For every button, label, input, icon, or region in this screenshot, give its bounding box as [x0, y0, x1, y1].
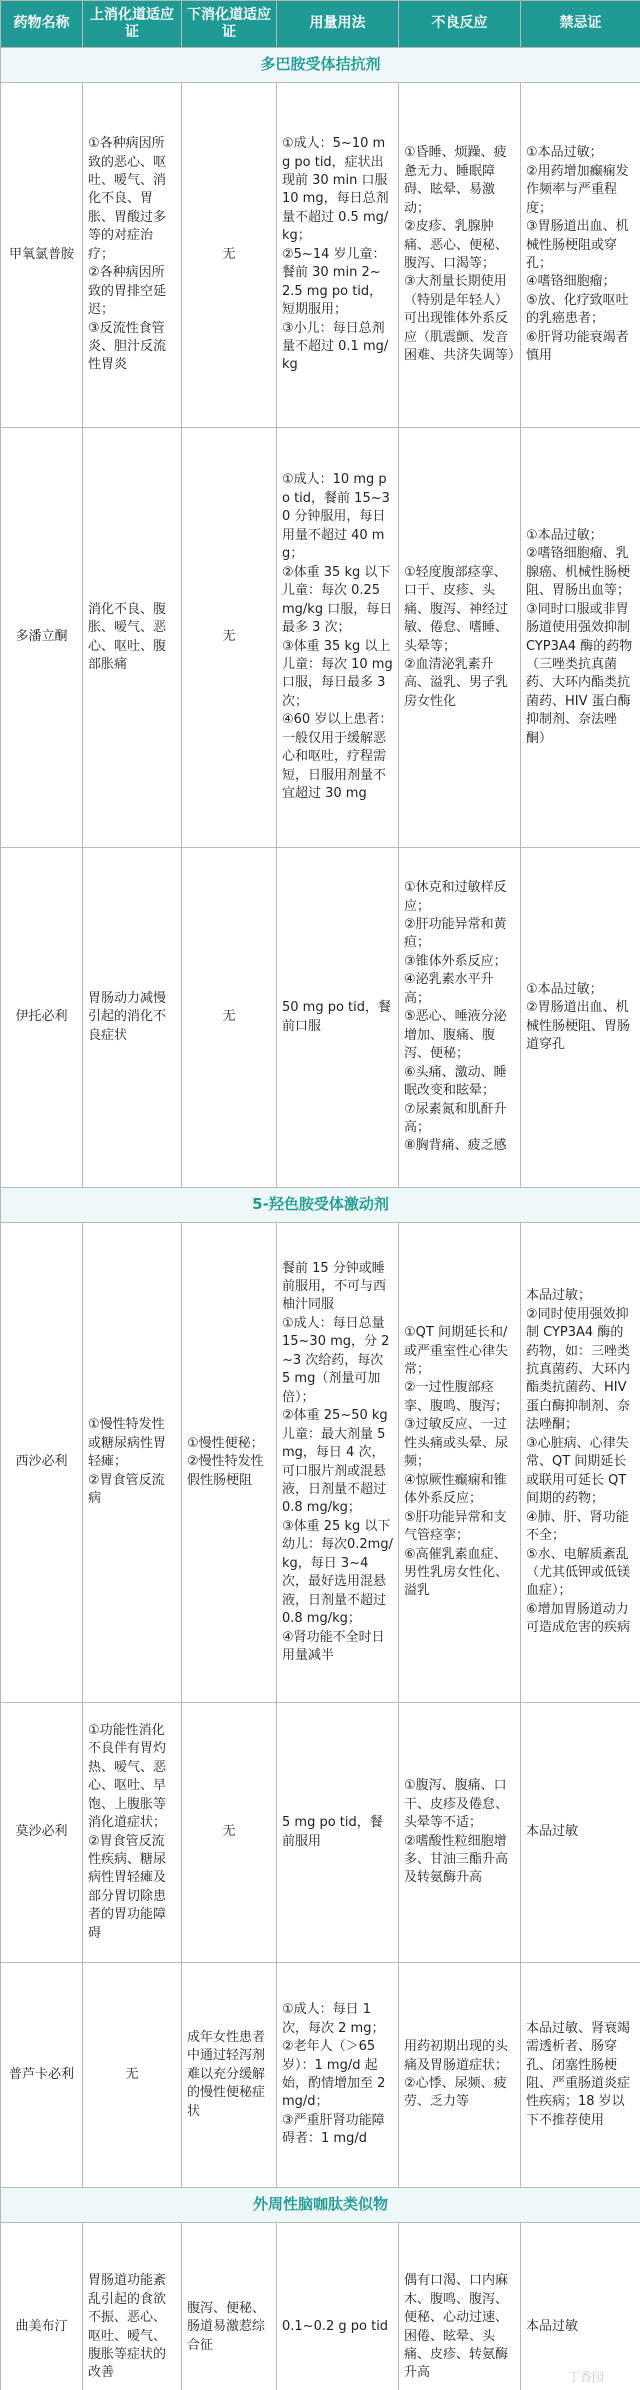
cell-contraindications: [521, 1223, 640, 1703]
category-row: [1, 1188, 640, 1223]
drug-name: 甲氧氯普胺: [1, 83, 83, 428]
dosage-text: ①成人：每日总量 15~30 mg，分 2~3 次给药，每次 5 mg（剂量可加倍）；: [282, 1315, 390, 1405]
dosage-text: ③体重 35 kg 以上儿童：每次 10 mg 口服，每日最多 3 次；: [282, 638, 393, 709]
cell-adverse-reactions: [399, 1703, 521, 1963]
contraindications-text: 本品过敏: [526, 2319, 579, 2335]
lower-gi-indication-text: ①慢性便秘；: [187, 1435, 264, 1451]
adverse-reactions-text: ⑦尿素氮和肌酐升高；: [404, 1101, 507, 1135]
lower-gi-indication-text: 无: [222, 1824, 236, 1840]
contraindications-text: ②嗜铬细胞瘤、乳腺癌、机械性肠梗阻、胃肠出血等；: [526, 546, 631, 599]
adverse-reactions-text: ②嗜酸性粒细胞增多、甘油三酯升高及转氨酶升高: [404, 1833, 509, 1886]
upper-gi-indication-text: ②各种病因所致的胃排空延迟；: [88, 265, 167, 318]
drug-name: 普芦卡必利: [1, 1963, 83, 2188]
dosage-text: ②体重 35 kg 以下儿童：每次 0.25 mg/kg 口服，每日最多 3 次；: [282, 564, 393, 636]
lower-gi-indication-text: 无: [222, 1009, 236, 1025]
adverse-reactions-text: ④泌乳素水平升高；: [404, 972, 494, 1006]
contraindications-text: ⑥肝肾功能衰竭者慎用: [526, 329, 629, 364]
cell-dosage: [277, 1703, 399, 1963]
upper-gi-indication-text: 胃肠动力减慢引起的消化不良症状: [88, 990, 167, 1043]
adverse-reactions-text: 用药初期出现的头痛及胃肠道症状；: [404, 2039, 509, 2073]
dosage-text: ②老年人（＞65 岁）：1 mg/d 起始，酌情增加至 2mg/d；: [282, 2039, 386, 2110]
cell-adverse-reactions: [399, 83, 521, 428]
adverse-reactions-text: ①QT 间期延长和/或严重室性心律失常；: [404, 1325, 509, 1377]
cell-adverse-reactions: [399, 848, 521, 1188]
lower-gi-indication-text: 无: [222, 246, 236, 262]
contraindications-text: ③心脏病、心律失常、QT 间期延长或联用可延长 QT 间期的药物；: [526, 1435, 629, 1507]
contraindications-text: ④肺、肝、肾功能不全；: [526, 1509, 629, 1544]
contraindications-text: ⑥增加胃肠道动力可造成危害的疾病: [526, 1601, 631, 1636]
contraindications-text: ①本品过敏；: [526, 527, 603, 543]
dosage-text: 50 mg po tid，餐前口服: [282, 1000, 392, 1034]
header-lower-gi-indication: 下消化道适应证: [182, 1, 277, 48]
dosage-text: ①成人：每日 1 次，每次 2 mg；: [282, 2002, 385, 2036]
lower-gi-indication-text: ②慢性特发性假性肠梗阻: [187, 1454, 264, 1488]
header-contraindications: 禁忌证: [521, 1, 640, 48]
upper-gi-indication-text: 胃肠道功能紊乱引起的食欲不振、恶心、呕吐、嗳气、腹胀等症状的改善: [88, 2273, 167, 2381]
adverse-reactions-text: 偶有口渴、口内麻木、腹鸣、腹泻、便秘、心动过速、困倦、眩晕、头痛、皮疹、转氨酶升高: [404, 2273, 509, 2381]
adverse-reactions-text: ③锥体外系反应；: [404, 953, 507, 969]
drug-name: 伊托必利: [1, 848, 83, 1188]
drug-row: [1, 83, 640, 428]
adverse-reactions-text: ②一过性腹部痉挛、腹鸣、腹泻；: [404, 1380, 509, 1414]
contraindications-text: 本品过敏；: [526, 1288, 592, 1304]
lower-gi-indication-text: 腹泻、便秘、肠道易激惹综合征: [187, 2300, 266, 2353]
lower-gi-indication-text: 成年女性患者中通过轻泻剂难以充分缓解的慢性便秘症状: [187, 2029, 266, 2119]
dosage-text: 5 mg po tid，餐前服用: [282, 1815, 383, 1849]
upper-gi-indication-text: ①功能性消化不良伴有胃灼热、嗳气、恶心、呕吐、早饱、上腹胀等消化道症状；: [88, 1722, 167, 1831]
cell-dosage: [277, 1963, 399, 2188]
cell-upper-gi-indication: [83, 848, 182, 1188]
cell-lower-gi-indication: [182, 1703, 277, 1963]
cell-upper-gi-indication: [83, 83, 182, 428]
drug-name: 曲美布汀: [1, 2223, 83, 2390]
dosage-text: ①成人：5~10 mg po tid，症状出现前 30 min 口服 10 mg，每日总剂量不超过 0.5 mg/kg；: [282, 136, 389, 244]
category-heading: 多巴胺受体拮抗剂: [1, 48, 640, 83]
cell-adverse-reactions: [399, 1223, 521, 1703]
category-heading: 5-羟色胺受体激动剂: [1, 1188, 640, 1223]
adverse-reactions-text: ③大剂量长期使用（特别是年轻人）可出现锥体外系反应（肌震颤、发音困难、共济失调等）: [404, 274, 522, 364]
dosage-text: ②5~14 岁儿童：餐前 30 min 2~2.5 mg po tid，短期服用；: [282, 246, 386, 318]
dosage-text: 0.1~0.2 g po tid: [282, 2319, 389, 2335]
cell-dosage: [277, 1223, 399, 1703]
upper-gi-indication-text: ①慢性特发性或糖尿病性胃轻瘫；: [88, 1417, 167, 1470]
drug-row: [1, 848, 640, 1188]
cell-dosage: [277, 428, 399, 848]
dosage-text: ②体重 25~50 kg儿童：最大剂量 5 mg，每日 4 次，可口服片剂或混悬液，日剂量不超过 0.8 mg/kg；: [282, 1408, 388, 1516]
dosage-text: ③严重肝肾功能障碍者：1 mg/d: [282, 2112, 385, 2147]
contraindications-text: ②用药增加癫痫发作频率与严重程度；: [526, 163, 629, 216]
adverse-reactions-text: ①轻度腹部痉挛、口干、皮疹、头痛、腹泻、神经过敏、倦怠、嗜睡、头晕等；: [404, 564, 509, 654]
cell-contraindications: [521, 428, 640, 848]
cell-dosage: [277, 848, 399, 1188]
drug-row: [1, 1223, 640, 1703]
lower-gi-indication-text: 无: [222, 629, 236, 645]
drug-row: [1, 2223, 640, 2390]
contraindications-text: ①本品过敏；: [526, 145, 603, 161]
cell-contraindications: [521, 1963, 640, 2188]
category-row: [1, 48, 640, 83]
header-drug-name: 药物名称: [1, 1, 83, 48]
adverse-reactions-text: ③过敏反应、一过性头痛或头晕、尿频；: [404, 1417, 509, 1470]
cell-adverse-reactions: [399, 428, 521, 848]
contraindications-text: ⑤水、电解质紊乱（尤其低钾或低镁血症）；: [526, 1546, 631, 1599]
dosage-text: ④60 岁以上患者：一般仅用于缓解恶心和呕吐，疗程需短，日服用剂量不宜超过 30 mg: [282, 712, 393, 802]
contraindications-text: ②胃肠道出血、机械性肠梗阻、胃肠道穿孔: [526, 1000, 631, 1052]
cell-upper-gi-indication: [83, 428, 182, 848]
contraindications-text: ③同时口服或非胃肠道使用强效抑制 CYP3A4 酶的药物（三唑类抗真菌药、大环内酯类抗菌药、HIV 蛋白酶抑制剂、奈法唑酮）: [526, 601, 633, 746]
drug-name: 莫沙必利: [1, 1703, 83, 1963]
header-row: [1, 1, 640, 48]
adverse-reactions-text: ②皮疹、乳腺肿痛、恶心、便秘、腹泻、口渴等；: [404, 219, 509, 271]
contraindications-text: 本品过敏: [526, 1824, 579, 1840]
drug-row: [1, 1963, 640, 2188]
cell-adverse-reactions: [399, 1963, 521, 2188]
contraindications-text: 本品过敏、肾衰竭需透析者、肠穿孔、闭塞性肠梗阻、严重肠道炎症性疾病；18 岁以下不推荐使用: [526, 2020, 631, 2128]
cell-adverse-reactions: [399, 2223, 521, 2390]
adverse-reactions-text: ⑥头痛、激动、睡眠改变和眩晕；: [404, 1064, 507, 1099]
adverse-reactions-text: ④惊厥性癫痫和锥体外系反应；: [404, 1472, 507, 1507]
cell-upper-gi-indication: [83, 1703, 182, 1963]
dosage-text: ③小儿：每日总剂量不超过 0.1 mg/kg: [282, 320, 389, 373]
adverse-reactions-text: ②肝功能异常和黄疸；: [404, 917, 507, 951]
upper-gi-indication-text: ②胃食管反流性疾病、糖尿病性胃轻瘫及部分胃切除患者的胃功能障碍: [88, 1833, 167, 1941]
drug-row: [1, 428, 640, 848]
cell-upper-gi-indication: [83, 1963, 182, 2188]
drug-name: 多潘立酮: [1, 428, 83, 848]
upper-gi-indication-text: ③反流性食管炎、胆汁反流性胃炎: [88, 320, 167, 373]
adverse-reactions-text: ②血清泌乳素升高、溢乳、男子乳房女性化: [404, 656, 509, 709]
dosage-text: ①成人：10 mg po tid，餐前 15~30 分钟服用，每日用量不超过 40 mg；: [282, 472, 390, 562]
cell-lower-gi-indication: [182, 848, 277, 1188]
watermark-logo: 丁香园: [568, 2370, 605, 2384]
drug-name: 西沙必利: [1, 1223, 83, 1703]
adverse-reactions-text: ①休克和过敏样反应；: [404, 880, 507, 914]
upper-gi-indication-text: ②胃食管反流病: [88, 1472, 165, 1507]
contraindications-text: ②同时使用强效抑制 CYP3A4 酶的药物，如：三唑类抗真菌药、大环内酯类抗菌药、HIV 蛋白酶抑制剂、奈法唑酮；: [526, 1306, 631, 1433]
cell-dosage: [277, 83, 399, 428]
cell-contraindications: [521, 83, 640, 428]
dosage-text: ④肾功能不全时日用量减半: [282, 1629, 385, 1664]
contraindications-text: ④嗜铬细胞瘤；: [526, 274, 616, 290]
cell-lower-gi-indication: [182, 1963, 277, 2188]
contraindications-text: ⑤放、化疗致呕吐的乳癌患者；: [526, 292, 629, 327]
upper-gi-indication-text: 无: [125, 2066, 139, 2082]
dosage-text: ③体重 25 kg 以下幼儿：每次0.2mg/kg，每日 3~4 次，最好选用混悬液，日剂量不超过 0.8 mg/kg；: [282, 1518, 393, 1627]
upper-gi-indication-text: ①各种病因所致的恶心、呕吐、嗳气、消化不良、胃胀、胃酸过多等的对症治疗；: [88, 136, 167, 262]
adverse-reactions-text: ⑤恶心、唾液分泌增加、腹痛、腹泻、便秘；: [404, 1009, 507, 1062]
contraindications-text: ③胃肠道出血、机械性肠梗阻或穿孔；: [526, 219, 629, 271]
header-adverse-reactions: 不良反应: [399, 1, 521, 48]
header-dosage: 用量用法: [277, 1, 399, 48]
contraindications-text: ①本品过敏；: [526, 981, 603, 997]
cell-lower-gi-indication: [182, 1223, 277, 1703]
category-row: [1, 2188, 640, 2223]
header-upper-gi-indication: 上消化道适应证: [83, 1, 182, 48]
drug-row: [1, 1703, 640, 1963]
adverse-reactions-text: ⑤肝功能异常和支气管痉挛；: [404, 1509, 507, 1544]
adverse-reactions-text: ⑧胸背痛、疲乏感: [404, 1138, 507, 1154]
adverse-reactions-text: ①腹泻、腹痛、口干、皮疹及倦怠、头晕等不适；: [404, 1778, 509, 1831]
adverse-reactions-text: ①昏睡、烦躁、疲惫无力、睡眠障碍、眩晕、易激动；: [404, 145, 507, 216]
cell-dosage: [277, 2223, 399, 2390]
upper-gi-indication-text: 消化不良、腹胀、嗳气、恶心、呕吐、腹部胀痛: [88, 601, 167, 672]
cell-upper-gi-indication: [83, 1223, 182, 1703]
cell-lower-gi-indication: [182, 83, 277, 428]
cell-contraindications: [521, 848, 640, 1188]
cell-contraindications: [521, 2223, 640, 2390]
dosage-text: 餐前 15 分钟或睡前服用，不可与西柚汁同服: [282, 1260, 387, 1313]
category-heading: 外周性脑咖肽类似物: [1, 2188, 640, 2223]
cell-contraindications: [521, 1703, 640, 1963]
cell-lower-gi-indication: [182, 428, 277, 848]
adverse-reactions-text: ⑥高催乳素血症、男性乳房女性化、溢乳: [404, 1546, 509, 1599]
cell-upper-gi-indication: [83, 2223, 182, 2390]
adverse-reactions-text: ②心悸、尿频、疲劳、乏力等: [404, 2076, 507, 2110]
cell-lower-gi-indication: [182, 2223, 277, 2390]
